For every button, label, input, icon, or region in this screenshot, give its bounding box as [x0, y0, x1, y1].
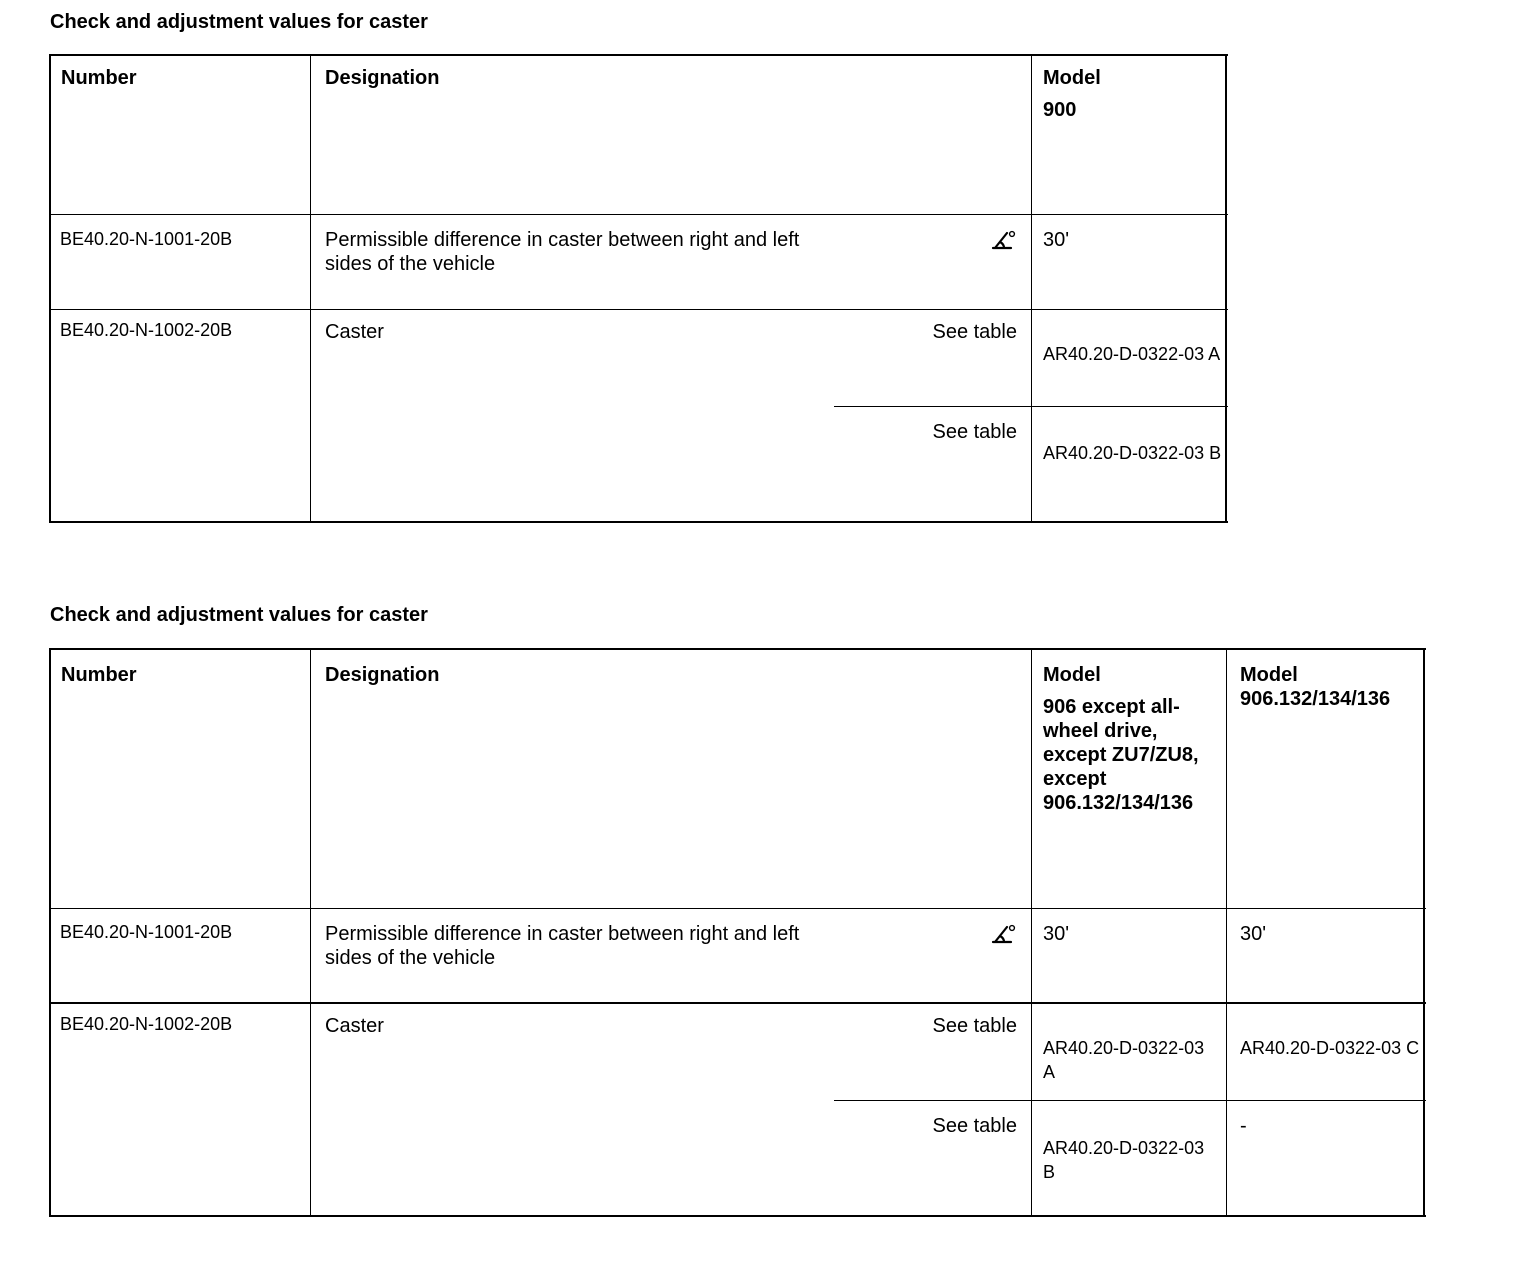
model-label: Model	[1240, 664, 1298, 686]
empty-value: -	[1240, 1115, 1247, 1137]
table-reference: AR40.20-D-0322-03 B	[1043, 443, 1222, 463]
angle-degree-icon	[990, 228, 1016, 252]
column-header-model	[1043, 663, 1219, 815]
column-header-number: Number	[61, 664, 137, 686]
row-number: BE40.20-N-1002-20B	[60, 320, 233, 340]
see-table-note: See table	[932, 1115, 1017, 1137]
table-reference: AR40.20-D-0322-03 A	[1043, 1038, 1205, 1082]
see-table-note: See table	[932, 321, 1017, 343]
column-header-model	[1240, 663, 1420, 711]
table1	[49, 54, 1228, 524]
table2	[49, 648, 1426, 1219]
row-designation: Caster	[325, 321, 384, 343]
row-value: 30'	[1043, 923, 1070, 945]
column-header-designation: Designation	[325, 664, 440, 686]
row-designation: Permissible difference in caster between right and left sides of the vehicle	[325, 923, 800, 969]
row-value: 30'	[1043, 229, 1070, 251]
table-reference: AR40.20-D-0322-03 A	[1043, 344, 1221, 364]
model-label: Model	[1043, 67, 1101, 89]
table-reference: AR40.20-D-0322-03 C	[1240, 1038, 1420, 1058]
column-header-number: Number	[61, 67, 137, 89]
column-header-designation: Designation	[325, 67, 440, 89]
see-table-note: See table	[932, 1015, 1017, 1037]
row-number: BE40.20-N-1002-20B	[60, 1014, 233, 1034]
column-header-model	[1043, 66, 1223, 122]
table-reference: AR40.20-D-0322-03 B	[1043, 1138, 1205, 1182]
model-value: 900	[1043, 99, 1077, 121]
model-value: 906.132/134/136	[1240, 688, 1391, 710]
table1-heading: Check and adjustment values for caster	[50, 11, 428, 33]
row-number: BE40.20-N-1001-20B	[60, 922, 233, 942]
row-designation: Caster	[325, 1015, 384, 1037]
see-table-note: See table	[932, 421, 1017, 443]
row-value: 30'	[1240, 923, 1267, 945]
row-number: BE40.20-N-1001-20B	[60, 229, 233, 249]
angle-degree-icon	[990, 922, 1016, 946]
row-designation: Permissible difference in caster between right and left sides of the vehicle	[325, 229, 800, 275]
model-value: 906 except all-wheel drive, except ZU7/ZU8, except 906.132/134/136	[1043, 696, 1199, 814]
table2-heading: Check and adjustment values for caster	[50, 604, 428, 626]
model-label: Model	[1043, 664, 1101, 686]
